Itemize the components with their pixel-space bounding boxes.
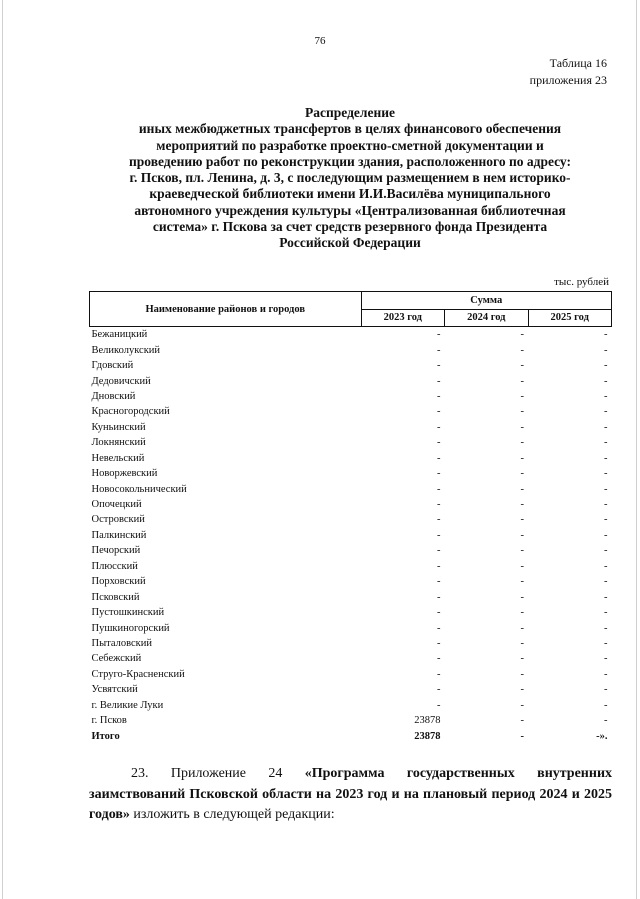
value-2025: - — [604, 684, 608, 696]
value-2025: - — [604, 622, 608, 634]
title-line: г. Псков, пл. Ленина, д. 3, с последующим размещением в нем историко- — [129, 170, 571, 186]
value-2023: - — [437, 545, 441, 557]
paragraph-prefix: 23. Приложение 24 — [131, 766, 305, 781]
scan-edge-right — [636, 0, 637, 899]
table-row — [90, 373, 612, 388]
header-sum: Сумма — [361, 292, 612, 310]
value-2024: - — [520, 390, 524, 402]
row-name: Плюсский — [91, 560, 138, 572]
table-row — [90, 651, 612, 666]
value-2024: - — [520, 545, 524, 557]
table-row — [90, 420, 612, 435]
title-line: проведению работ по реконструкции здания, расположенного по адресу: — [129, 153, 571, 169]
row-name: Себежский — [91, 653, 142, 665]
paragraph-bold: «Программа государственных внутренних заимствований Псковской области на 2023 год и на плановый период 2024 и 2025 годов» — [89, 766, 613, 822]
header-year-2023: 2023 год — [361, 309, 445, 327]
value-2025: - — [604, 499, 608, 511]
value-2025: - — [604, 483, 608, 495]
value-2023: - — [437, 607, 441, 619]
value-2025: - — [604, 653, 608, 665]
value-2024: - — [520, 452, 524, 464]
units-label: тыс. рублей — [554, 276, 609, 288]
value-2023: - — [437, 560, 441, 572]
value-2025: - — [604, 560, 608, 572]
value-2025: - — [604, 529, 608, 541]
row-name: Пыталовский — [91, 637, 152, 649]
table-row — [90, 543, 612, 558]
row-name: Куньинский — [91, 421, 146, 433]
table-row — [90, 528, 612, 543]
value-2025: - — [604, 329, 608, 341]
table-row — [90, 466, 612, 481]
value-2023: - — [437, 406, 441, 418]
table-row — [90, 404, 612, 419]
value-2024: - — [520, 468, 524, 480]
row-name: Дедовичский — [91, 375, 151, 387]
title-line: автономного учреждения культуры «Централизованная библиотечная — [134, 202, 566, 218]
value-2025: - — [604, 390, 608, 402]
row-name: Дновский — [91, 390, 136, 402]
value-2025: - — [604, 360, 608, 372]
row-name: Новосокольнический — [91, 483, 187, 495]
row-name: Невельский — [91, 452, 145, 464]
row-name: Печорский — [91, 545, 141, 557]
value-2025: - — [604, 668, 608, 680]
row-name: Итого — [91, 730, 120, 742]
value-2024: - — [520, 437, 524, 449]
value-2023: - — [437, 668, 441, 680]
value-2023: - — [437, 344, 441, 356]
value-2023: - — [437, 653, 441, 665]
value-2024: - — [520, 622, 524, 634]
table-row — [90, 451, 612, 466]
row-name: Пустошкинский — [91, 607, 165, 619]
value-2024: - — [520, 607, 524, 619]
value-2023: - — [437, 421, 441, 433]
row-name: Локнянский — [91, 437, 146, 449]
value-2023: - — [437, 437, 441, 449]
table-reference — [530, 55, 607, 89]
title-line: Российской Федерации — [279, 235, 421, 251]
value-2025: - — [604, 437, 608, 449]
value-2025: - — [604, 699, 608, 711]
total-row — [90, 728, 612, 743]
value-2023: 23878 — [414, 730, 441, 742]
value-2023: - — [437, 360, 441, 372]
title-line: система» г. Пскова за счет средств резервного фонда Президента — [152, 219, 548, 235]
value-2025: - — [604, 715, 608, 727]
value-2025: - — [604, 607, 608, 619]
value-2024: - — [520, 730, 524, 742]
value-2025: -». — [596, 730, 608, 742]
value-2024: - — [520, 499, 524, 511]
paragraph-suffix: изложить в следующей редакции: — [129, 807, 335, 822]
table-row — [90, 435, 612, 450]
row-name: Струго-Красненский — [91, 668, 185, 680]
document-title — [80, 105, 620, 252]
row-name: Новоржевский — [91, 468, 158, 480]
table-row — [90, 327, 612, 343]
value-2025: - — [604, 591, 608, 603]
title-line: краеведческой библиотеки имени И.И.Василёва муниципального — [149, 186, 551, 202]
value-2025: - — [604, 406, 608, 418]
value-2025: - — [604, 375, 608, 387]
value-2025: - — [604, 637, 608, 649]
row-name: Усвятский — [91, 684, 138, 696]
value-2023: - — [437, 499, 441, 511]
table-row — [90, 512, 612, 527]
value-2024: - — [520, 715, 524, 727]
value-2024: - — [520, 653, 524, 665]
value-2023: 23878 — [414, 715, 441, 727]
table-row — [90, 389, 612, 404]
table-row — [90, 667, 612, 682]
row-name: Порховский — [91, 576, 146, 588]
value-2023: - — [437, 684, 441, 696]
value-2025: - — [604, 468, 608, 480]
value-2023: - — [437, 468, 441, 480]
value-2023: - — [437, 576, 441, 588]
table-reference-line-2: приложения 23 — [529, 73, 607, 87]
row-name: Гдовский — [91, 360, 134, 372]
title-line: мероприятий по разработке проектно-сметной документации и — [156, 137, 544, 153]
value-2025: - — [604, 344, 608, 356]
value-2023: - — [437, 514, 441, 526]
table-reference-line-1: Таблица 16 — [549, 56, 607, 70]
table-row — [90, 342, 612, 357]
table-row — [90, 559, 612, 574]
value-2023: - — [437, 637, 441, 649]
value-2024: - — [520, 329, 524, 341]
value-2023: - — [437, 483, 441, 495]
value-2023: - — [437, 329, 441, 341]
title-line: Распределение — [304, 105, 396, 120]
table-row — [90, 605, 612, 620]
value-2023: - — [437, 622, 441, 634]
value-2023: - — [437, 452, 441, 464]
scan-edge-left — [2, 0, 3, 899]
value-2024: - — [520, 529, 524, 541]
table-row — [90, 358, 612, 373]
table-row — [90, 497, 612, 512]
row-name: Опочецкий — [91, 499, 142, 511]
table-row — [90, 682, 612, 697]
value-2024: - — [520, 560, 524, 572]
row-name: г. Великие Луки — [91, 699, 164, 711]
amendment-paragraph — [89, 764, 612, 826]
table-row — [90, 574, 612, 589]
row-name: Пушкиногорский — [91, 622, 170, 634]
header-year-2025: 2025 год — [528, 309, 612, 327]
title-line: иных межбюджетных трансфертов в целях финансового обеспечения — [138, 121, 562, 137]
page-number: 76 — [314, 35, 326, 47]
distribution-table — [89, 291, 612, 744]
row-name: Бежаницкий — [91, 329, 148, 341]
value-2024: - — [520, 483, 524, 495]
value-2024: - — [520, 668, 524, 680]
value-2023: - — [437, 390, 441, 402]
table-row — [90, 620, 612, 635]
value-2024: - — [520, 591, 524, 603]
row-name: Красногородский — [91, 406, 170, 418]
value-2025: - — [604, 576, 608, 588]
table-row — [90, 589, 612, 604]
value-2023: - — [437, 699, 441, 711]
row-name: г. Псков — [91, 715, 127, 727]
value-2024: - — [520, 637, 524, 649]
value-2023: - — [437, 591, 441, 603]
row-name: Великолукский — [91, 344, 161, 356]
header-year-2024: 2024 год — [445, 309, 528, 327]
value-2024: - — [520, 421, 524, 433]
table-row — [90, 698, 612, 713]
row-name: Палкинский — [91, 529, 147, 541]
value-2025: - — [604, 545, 608, 557]
table-body — [90, 327, 612, 744]
value-2024: - — [520, 699, 524, 711]
value-2024: - — [520, 576, 524, 588]
value-2025: - — [604, 452, 608, 464]
value-2023: - — [437, 529, 441, 541]
table-row — [90, 636, 612, 651]
value-2024: - — [520, 684, 524, 696]
row-name: Псковский — [91, 591, 140, 603]
header-name: Наименование районов и городов — [90, 292, 362, 327]
table-header-row — [90, 292, 612, 310]
value-2025: - — [604, 514, 608, 526]
value-2025: - — [604, 421, 608, 433]
value-2024: - — [520, 344, 524, 356]
value-2024: - — [520, 514, 524, 526]
row-name: Островский — [91, 514, 145, 526]
value-2024: - — [520, 406, 524, 418]
value-2024: - — [520, 360, 524, 372]
table-row — [90, 481, 612, 496]
value-2024: - — [520, 375, 524, 387]
table-row — [90, 713, 612, 728]
value-2023: - — [437, 375, 441, 387]
